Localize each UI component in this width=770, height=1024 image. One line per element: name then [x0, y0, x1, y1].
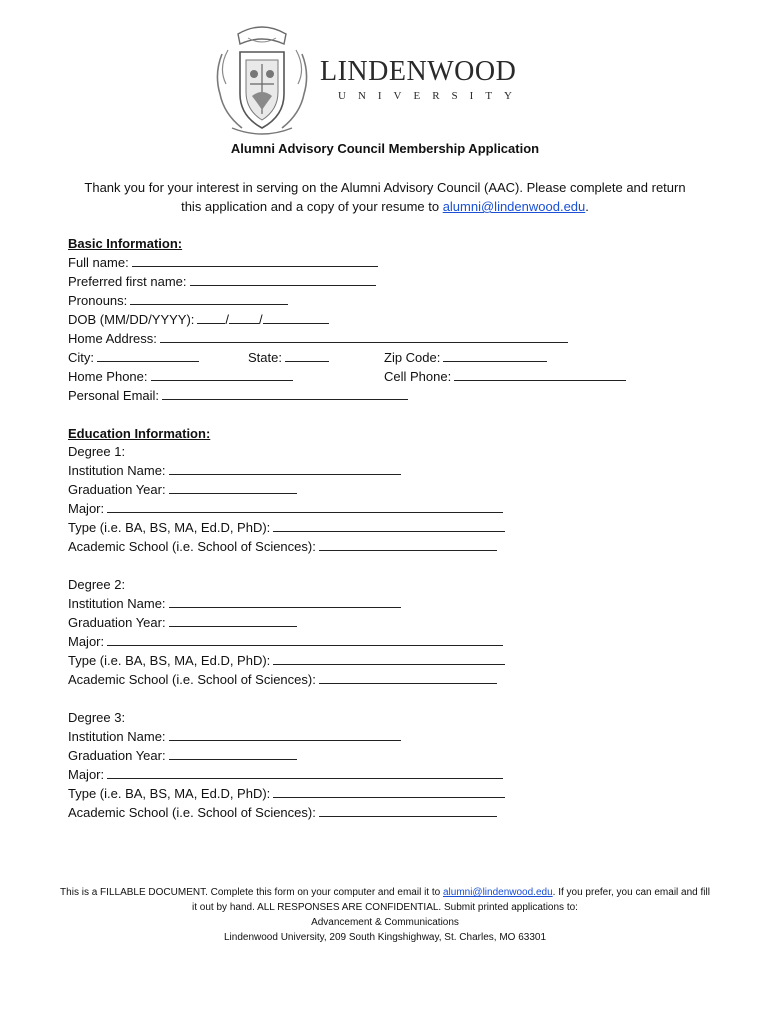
intro-paragraph — [78, 178, 692, 216]
state-field[interactable] — [285, 348, 329, 362]
zip-row — [384, 348, 547, 367]
institution-label: Institution Name: — [68, 463, 166, 478]
intro-text-end: . — [585, 199, 589, 214]
pronouns-label: Pronouns: — [68, 293, 128, 308]
preferred-name-label: Preferred first name: — [68, 274, 187, 289]
type-label: Type (i.e. BA, BS, MA, Ed.D, PhD): — [68, 653, 271, 668]
zip-field[interactable] — [443, 348, 547, 362]
type-label: Type (i.e. BA, BS, MA, Ed.D, PhD): — [68, 786, 271, 801]
degree-1-major-row — [68, 499, 503, 518]
dob-separator: / — [225, 312, 230, 327]
footer-line-3: Lindenwood University, 209 South Kingshighway, St. Charles, MO 63301 — [223, 932, 547, 943]
degree-3-type-row — [68, 784, 505, 803]
state-label: State: — [248, 350, 282, 365]
cell-phone-label: Cell Phone: — [384, 369, 452, 384]
home-address-row — [68, 329, 568, 348]
degree-1-type-row — [68, 518, 505, 537]
home-phone-label: Home Phone: — [68, 369, 148, 384]
major-label: Major: — [68, 501, 105, 516]
degree-1-school-field[interactable] — [319, 537, 497, 551]
degree-3-institution-row — [68, 727, 401, 746]
degree-1-major-field[interactable] — [107, 499, 503, 513]
school-label: Academic School (i.e. School of Sciences): — [68, 672, 316, 687]
dob-row — [68, 310, 329, 329]
degree-1-label: Degree 1: — [68, 444, 126, 459]
degree-1-grad-year-row — [68, 480, 297, 499]
dob-month-field[interactable] — [197, 310, 225, 324]
degree-3-school-row — [68, 803, 497, 822]
degree-3-grad-year-row — [68, 746, 297, 765]
home-address-label: Home Address: — [68, 331, 157, 346]
degree-2-type-field[interactable] — [273, 651, 505, 665]
home-address-field[interactable] — [160, 329, 568, 343]
city-label: City: — [68, 350, 94, 365]
state-row — [248, 348, 329, 367]
dob-year-field[interactable] — [263, 310, 329, 324]
degree-3-school-field[interactable] — [319, 803, 497, 817]
basic-info-heading: Basic Information: — [68, 236, 183, 251]
school-label: Academic School (i.e. School of Sciences): — [68, 539, 316, 554]
footer-email-link[interactable]: alumni@lindenwood.edu — [442, 887, 553, 898]
degree-1-institution-row — [68, 461, 401, 480]
education-info-heading: Education Information: — [68, 426, 211, 441]
preferred-name-row — [68, 272, 376, 291]
footer-text: This is a FILLABLE DOCUMENT. Complete this form on your computer and email it to — [60, 887, 443, 898]
degree-1-grad-year-field[interactable] — [169, 480, 297, 494]
personal-email-row — [68, 386, 408, 405]
personal-email-field[interactable] — [162, 386, 408, 400]
type-label: Type (i.e. BA, BS, MA, Ed.D, PhD): — [68, 520, 271, 535]
home-phone-field[interactable] — [151, 367, 293, 381]
dob-separator: / — [259, 312, 263, 327]
logo-subtext: UNIVERSITY — [338, 90, 524, 102]
degree-2-institution-row — [68, 594, 401, 613]
institution-label: Institution Name: — [68, 596, 166, 611]
preferred-name-field[interactable] — [190, 272, 376, 286]
cell-phone-field[interactable] — [454, 367, 626, 381]
degree-3-institution-field[interactable] — [169, 727, 401, 741]
grad-year-label: Graduation Year: — [68, 748, 166, 763]
degree-2-school-row — [68, 670, 497, 689]
degree-2-type-row — [68, 651, 505, 670]
grad-year-label: Graduation Year: — [68, 615, 166, 630]
degree-3-major-field[interactable] — [107, 765, 503, 779]
degree-2-major-row — [68, 632, 503, 651]
intro-email-link[interactable]: alumni@lindenwood.edu — [442, 199, 586, 214]
footer-text-end: . If you prefer, you can email and fill it out by hand. ALL RESPONSES ARE CONFIDENTIAL. Submit printed applications to: — [192, 887, 710, 913]
degree-2-grad-year-row — [68, 613, 297, 632]
full-name-row — [68, 253, 378, 272]
degree-3-major-row — [68, 765, 503, 784]
grad-year-label: Graduation Year: — [68, 482, 166, 497]
dob-day-field[interactable] — [229, 310, 259, 324]
footer-note — [60, 885, 710, 945]
degree-1-school-row — [68, 537, 497, 556]
degree-2-grad-year-field[interactable] — [169, 613, 297, 627]
full-name-field[interactable] — [132, 253, 378, 267]
logo-wordmark: LINDENWOOD — [320, 56, 517, 87]
university-crest-icon — [208, 24, 316, 136]
degree-2-label: Degree 2: — [68, 577, 126, 592]
intro-text: Thank you for your interest in serving on the Alumni Advisory Council (AAC). Please complete and return this application and a copy of your resume to — [84, 180, 686, 214]
footer-line-2: Advancement & Communications — [311, 917, 459, 928]
full-name-label: Full name: — [68, 255, 129, 270]
city-row — [68, 348, 199, 367]
degree-2-institution-field[interactable] — [169, 594, 401, 608]
major-label: Major: — [68, 634, 105, 649]
degree-2-school-field[interactable] — [319, 670, 497, 684]
home-phone-row — [68, 367, 293, 386]
page-title: Alumni Advisory Council Membership Application — [230, 141, 540, 156]
pronouns-row — [68, 291, 288, 310]
degree-3-grad-year-field[interactable] — [169, 746, 297, 760]
zip-label: Zip Code: — [384, 350, 441, 365]
school-label: Academic School (i.e. School of Sciences): — [68, 805, 316, 820]
cell-phone-row — [384, 367, 626, 386]
degree-1-institution-field[interactable] — [169, 461, 401, 475]
personal-email-label: Personal Email: — [68, 388, 160, 403]
degree-2-major-field[interactable] — [107, 632, 503, 646]
footer-line-1 — [60, 885, 710, 915]
degree-3-label: Degree 3: — [68, 710, 126, 725]
pronouns-field[interactable] — [130, 291, 288, 305]
major-label: Major: — [68, 767, 105, 782]
city-field[interactable] — [97, 348, 199, 362]
degree-1-type-field[interactable] — [273, 518, 505, 532]
degree-3-type-field[interactable] — [273, 784, 505, 798]
institution-label: Institution Name: — [68, 729, 166, 744]
dob-label: DOB (MM/DD/YYYY): — [68, 312, 195, 327]
